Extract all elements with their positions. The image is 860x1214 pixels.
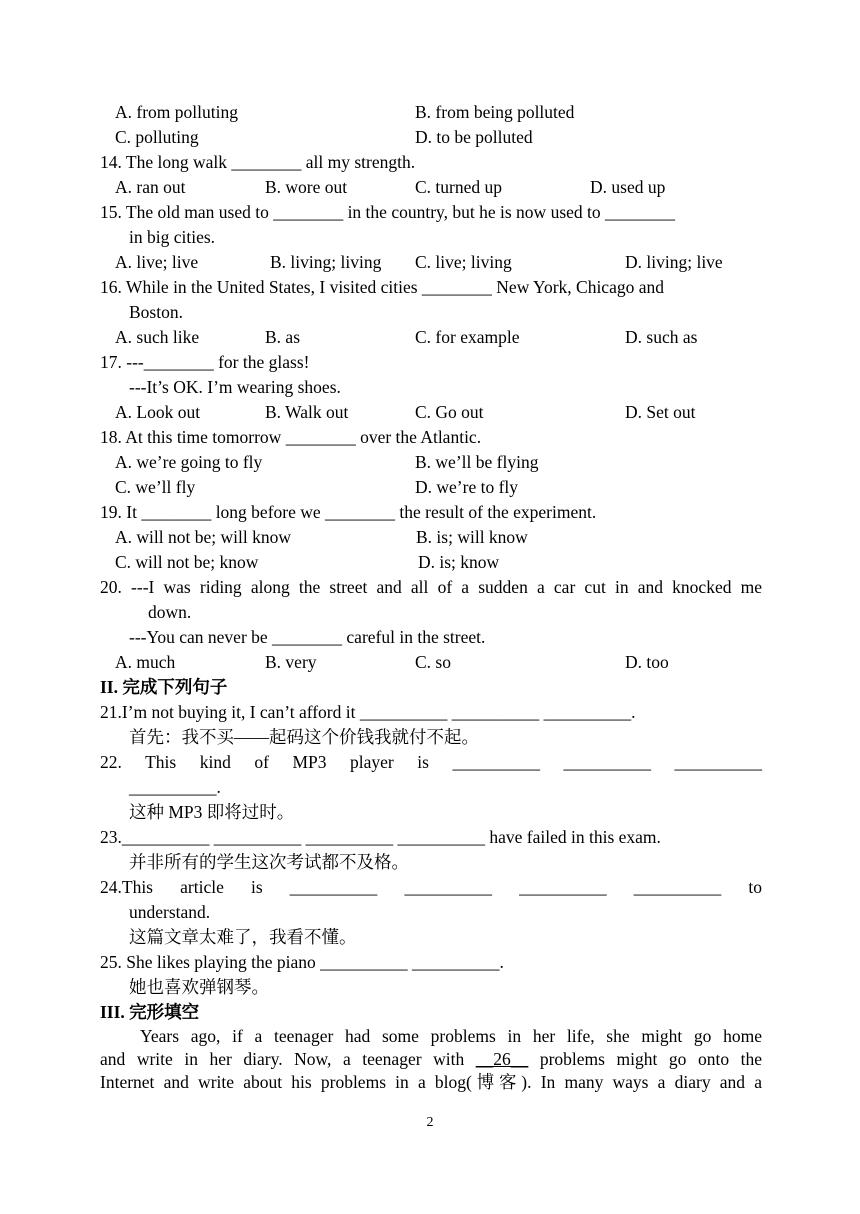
q16-stem-cont: Boston. [129, 302, 183, 322]
passage-line-3: Internet and write about his problems in a blog(博客). In many ways a diary and a [100, 1072, 762, 1092]
q13-option-c: C. polluting [115, 127, 199, 147]
q24-stem-cont: understand. [129, 902, 211, 922]
q17-reply: ---It’s OK. I’m wearing shoes. [129, 377, 341, 397]
q19-option-a: A. will not be; will know [115, 527, 291, 547]
q19-option-c: C. will not be; know [115, 552, 259, 572]
q22-stem-cont: __________. [129, 777, 221, 797]
q15-stem: 15. The old man used to ________ in the country, but he is now used to ________ [100, 202, 676, 222]
q18-options-row1 [100, 450, 762, 475]
q20-option-d: D. too [625, 652, 669, 672]
q19-options-row2 [100, 550, 762, 575]
q20-option-c: C. so [415, 652, 451, 672]
q15-option-a: A. live; live [115, 252, 199, 272]
q13-options-row1 [100, 100, 762, 125]
passage-line-1: Years ago, if a teenager had some problems in her life, she might go home [140, 1026, 762, 1046]
passage-line-2 [100, 1047, 762, 1072]
q18-option-a: A. we’re going to fly [115, 452, 263, 472]
q14-option-a: A. ran out [115, 177, 186, 197]
q16-option-c: C. for example [415, 327, 520, 347]
q19-option-d: D. is; know [418, 552, 500, 572]
q16-option-a: A. such like [115, 327, 200, 347]
q18-stem: 18. At this time tomorrow ________ over the Atlantic. [100, 427, 482, 447]
q16-options [100, 325, 762, 350]
q18-option-d: D. we’re to fly [415, 477, 519, 497]
q13-option-a: A. from polluting [115, 102, 238, 122]
q14-option-b: B. wore out [265, 177, 348, 197]
q17-option-d: D. Set out [625, 402, 696, 422]
q18-options-row2 [100, 475, 762, 500]
q20-option-b: B. very [265, 652, 317, 672]
q24-stem: 24.This article is __________ __________ __________ __________ to [100, 877, 762, 897]
q16-option-d: D. such as [625, 327, 698, 347]
section-2-heading: II. 完成下列句子 [100, 677, 228, 697]
q23-stem: 23.__________ __________ __________ __________ have failed in this exam. [100, 827, 661, 847]
q24-chinese: 这篇文章太难了，我看不懂。 [129, 927, 357, 947]
q14-options [100, 175, 762, 200]
q15-option-d: D. living; live [625, 252, 723, 272]
q15-option-c: C. live; living [415, 252, 512, 272]
q15-option-b: B. living; living [270, 252, 382, 272]
q20-option-a: A. much [115, 652, 176, 672]
q16-stem: 16. While in the United States, I visited cities ________ New York, Chicago and [100, 277, 664, 297]
q20-options [100, 650, 762, 675]
q18-option-c: C. we’ll fly [115, 477, 196, 497]
passage-line-2-start: and write in her diary. Now, a teenager with [100, 1049, 465, 1069]
q20-stem-cont: down. [148, 602, 192, 622]
q25-chinese: 她也喜欢弹钢琴。 [129, 977, 269, 997]
q20-reply: ---You can never be ________ careful in the street. [129, 627, 486, 647]
passage-line-2-end: problems might go onto the [539, 1049, 763, 1069]
q23-chinese: 并非所有的学生这次考试都不及格。 [129, 852, 409, 872]
q16-option-b: B. as [265, 327, 300, 347]
q17-option-a: A. Look out [115, 402, 201, 422]
q21-stem: 21.I’m not buying it, I can’t afford it __________ __________ __________. [100, 702, 636, 722]
q19-stem: 19. It ________ long before we ________ the result of the experiment. [100, 502, 597, 522]
q17-options [100, 400, 762, 425]
q13-options-row2 [100, 125, 762, 150]
q20-stem: 20. ---I was riding along the street and all of a sudden a car cut in and knocked me [100, 577, 762, 597]
cloze-blank-26: __26__ [475, 1049, 529, 1069]
q18-option-b: B. we’ll be flying [415, 452, 539, 472]
section-3-heading: III. 完形填空 [100, 1002, 200, 1022]
q17-option-c: C. Go out [415, 402, 484, 422]
q15-stem-cont: in big cities. [129, 227, 216, 247]
q22-chinese: 这种 MP3 即将过时。 [129, 802, 295, 822]
q13-option-b: B. from being polluted [415, 102, 575, 122]
q17-stem: 17. ---________ for the glass! [100, 352, 310, 372]
q14-option-c: C. turned up [415, 177, 503, 197]
q22-stem: 22. This kind of MP3 player is __________ __________ __________ [100, 752, 762, 772]
q17-option-b: B. Walk out [265, 402, 349, 422]
q13-option-d: D. to be polluted [415, 127, 533, 147]
q19-options-row1 [100, 525, 762, 550]
q14-stem: 14. The long walk ________ all my strength. [100, 152, 416, 172]
q25-stem: 25. She likes playing the piano __________ __________. [100, 952, 504, 972]
q21-chinese: 首先：我不买——起码这个价钱我就付不起。 [129, 727, 479, 747]
page-number: 2 [426, 1115, 434, 1130]
q19-option-b: B. is; will know [416, 527, 528, 547]
q14-option-d: D. used up [590, 177, 666, 197]
q15-options [100, 250, 762, 275]
